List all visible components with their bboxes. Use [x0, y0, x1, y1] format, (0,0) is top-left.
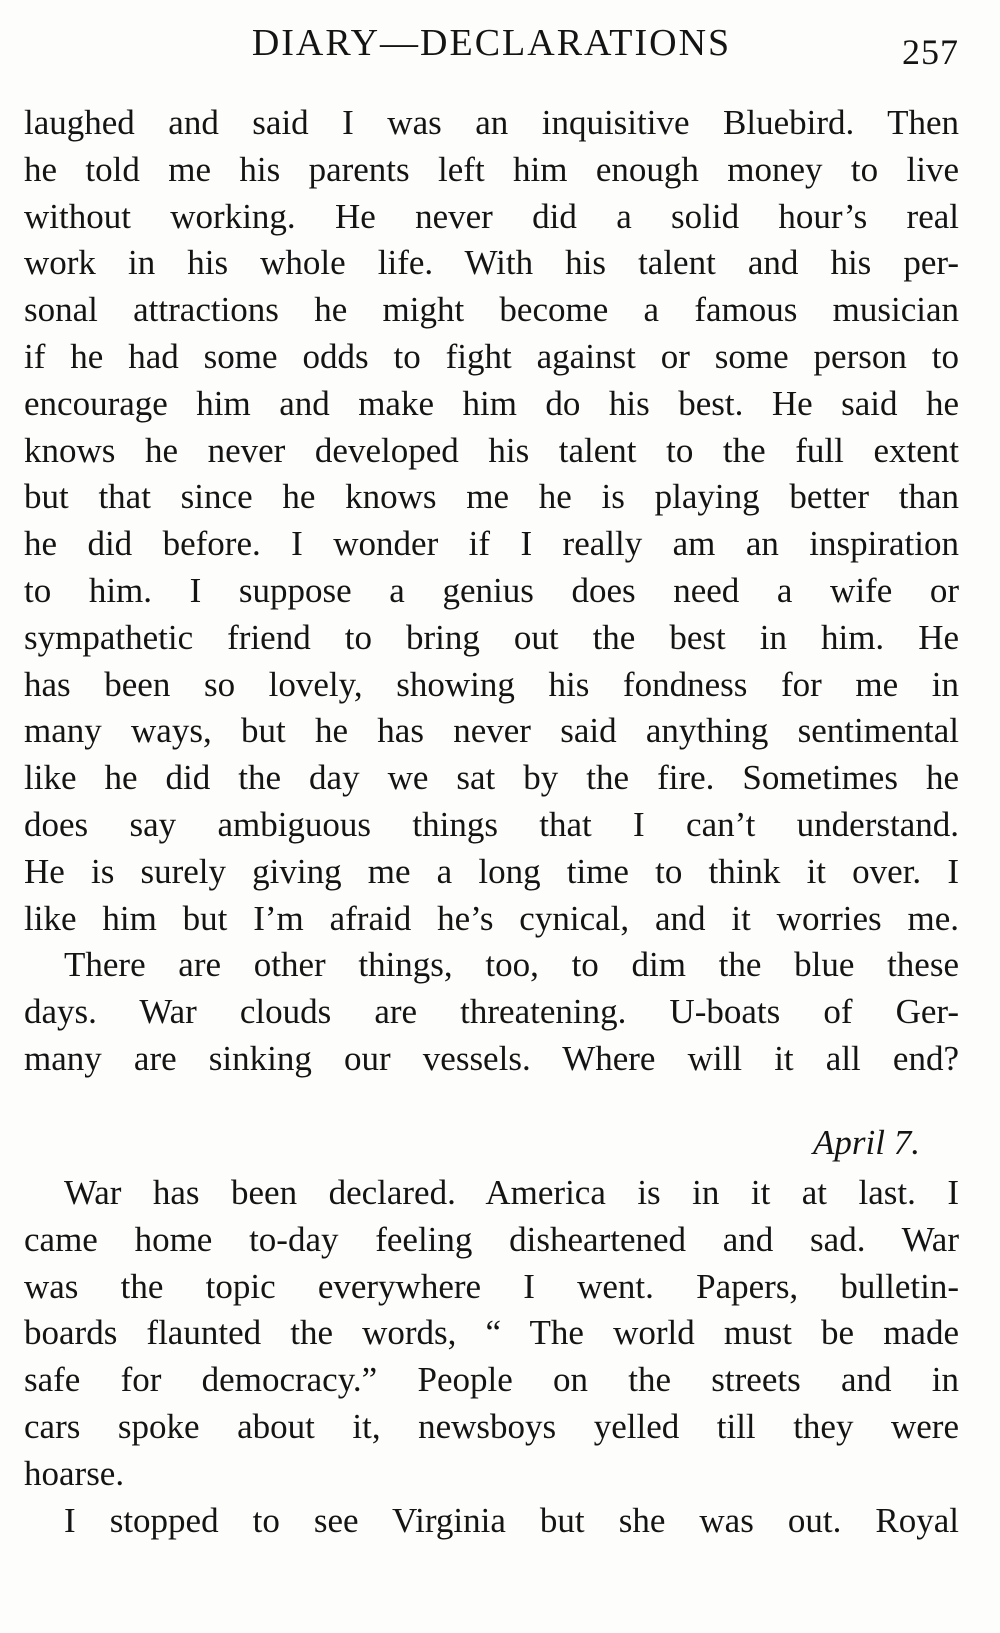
- text-line: many are sinking our vessels. Where will it all end?: [24, 1038, 959, 1078]
- text-line: He is surely giving me a long time to think it over. I: [24, 851, 959, 891]
- text-line: but that since he knows me he is playing better than: [24, 477, 959, 517]
- text-line: like him but I’m afraid he’s cynical, and it worries me.: [24, 898, 959, 938]
- text-line: many ways, but he has never said anything sentimental: [24, 711, 959, 751]
- text-line: safe for democracy.” People on the streets and in: [24, 1360, 959, 1400]
- paragraph-2: [24, 942, 959, 1082]
- text-line: sonal attractions he might become a famous musician: [24, 290, 959, 330]
- paragraph-1: [24, 100, 959, 942]
- text-line: to him. I suppose a genius does need a wife or: [24, 570, 959, 610]
- page-number: 257: [902, 32, 959, 72]
- text-line: There are other things, too, to dim the blue these: [64, 945, 959, 985]
- text-line: was the topic everywhere I went. Papers, bulletin-: [24, 1266, 959, 1306]
- text-line: I stopped to see Virginia but she was out. Royal: [64, 1500, 959, 1540]
- text-line: has been so lovely, showing his fondness for me in: [24, 664, 959, 704]
- paragraph-3: [24, 1170, 959, 1498]
- text-line: boards flaunted the words, “ The world must be made: [24, 1313, 959, 1353]
- text-line: encourage him and make him do his best. He said he: [24, 383, 959, 423]
- text-line: work in his whole life. With his talent and his per-: [24, 243, 959, 283]
- text-line: he told me his parents left him enough money to live: [24, 149, 959, 189]
- text-line: without working. He never did a solid hour’s real: [24, 196, 959, 236]
- text-line: hoarse.: [24, 1453, 125, 1493]
- text-line: does say ambiguous things that I can’t understand.: [24, 804, 959, 844]
- running-head: [24, 14, 959, 74]
- text-line: if he had some odds to fight against or some person to: [24, 336, 959, 376]
- text-line: days. War clouds are threatening. U-boats of Ger-: [24, 992, 959, 1032]
- text-line: he did before. I wonder if I really am an inspiration: [24, 524, 959, 564]
- text-line: came home to-day feeling disheartened and sad. War: [24, 1219, 959, 1259]
- diary-entry: [24, 1170, 959, 1544]
- running-title: DIARY—DECLARATIONS: [251, 22, 732, 64]
- text-line: like he did the day we sat by the fire. Sometimes he: [24, 758, 959, 798]
- text-line: knows he never developed his talent to the full extent: [24, 430, 959, 470]
- paragraph-4: [24, 1498, 959, 1545]
- text-line: laughed and said I was an inquisitive Bluebird. Then: [24, 103, 959, 142]
- body-text: [24, 100, 959, 1083]
- text-line: sympathetic friend to bring out the best in him. He: [24, 617, 959, 657]
- text-line: War has been declared. America is in it at last. I: [64, 1173, 959, 1212]
- text-line: cars spoke about it, newsboys yelled till they were: [24, 1406, 959, 1446]
- entry-date: April 7.: [813, 1123, 920, 1162]
